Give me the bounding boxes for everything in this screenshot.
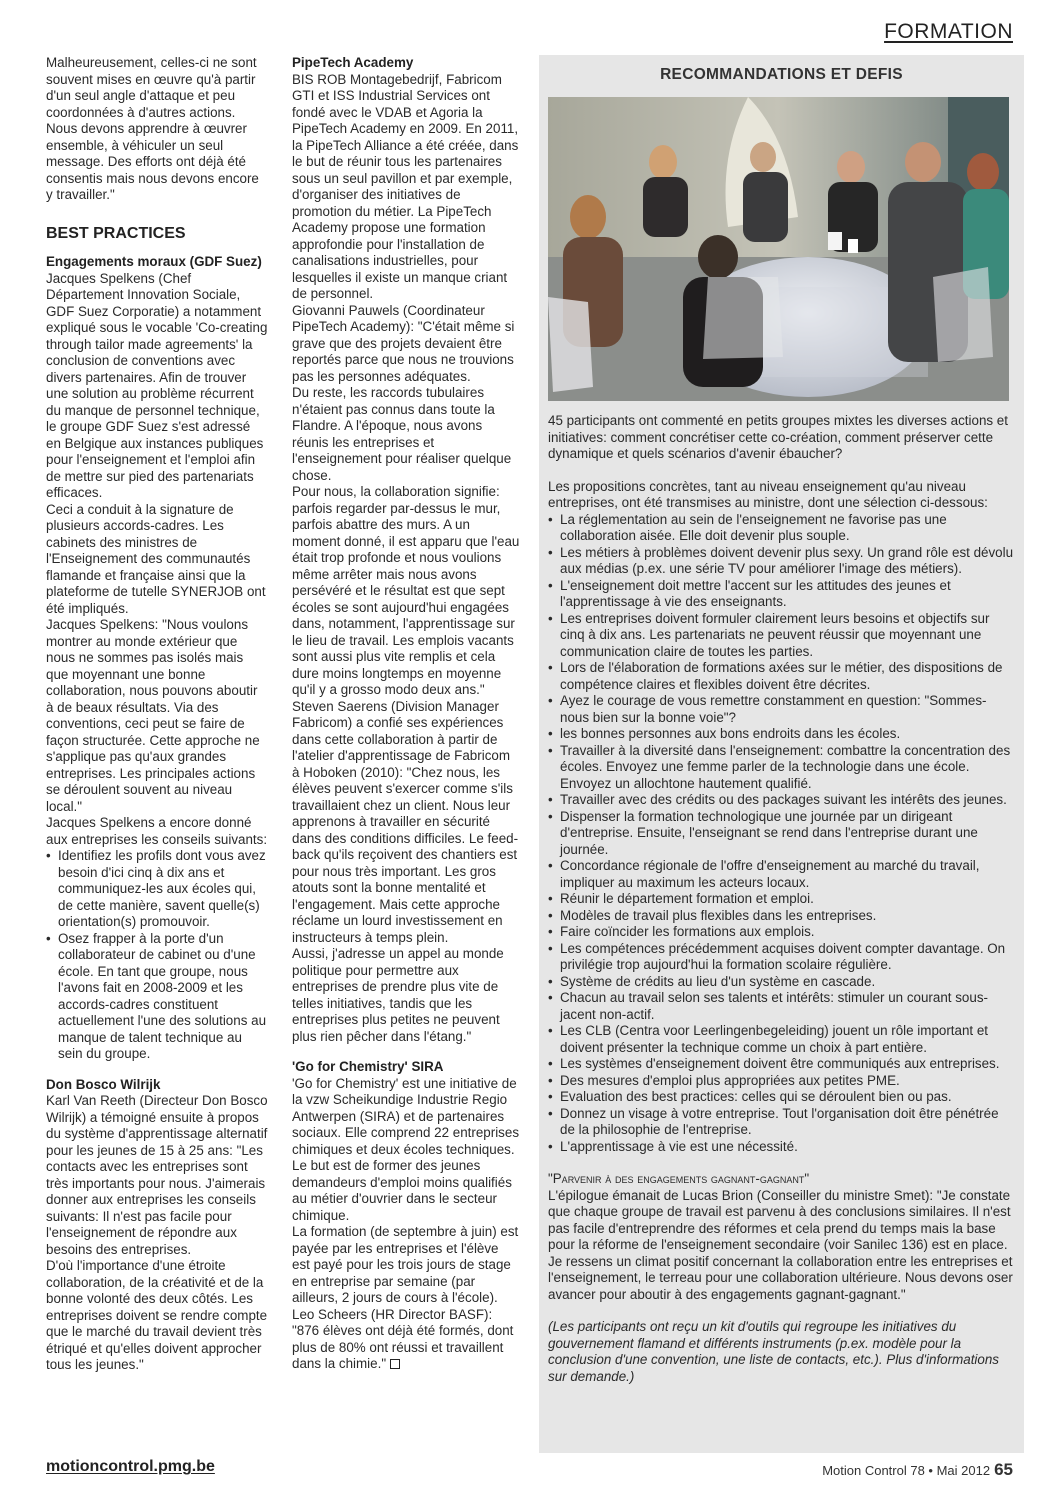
paragraph: Karl Van Reeth (Directeur Don Bosco Wilrijk) a témoigné ensuite à propos du système d'apprentissage alternatif pour les jeunes de 15 à 25 ans: "Les contacts avec les entreprises sont très importants pour nous. J'aimerais donner aux entreprises les conseils suivants: Il n'est pas facile pour l'enseignement de répondre aux besoins des entreprises. — [46, 1093, 268, 1257]
section-label: FORMATION — [884, 20, 1013, 43]
participants-note: (Les participants ont reçu un kit d'outils qui regroupe les initiatives du gouvernement flamand et différents instruments (p.ex. modèle pour la conclusion d'une convention, une liste de contacts, etc.). Plus d'informations sur demande.) — [548, 1319, 999, 1384]
quote-title: "Parvenir à des engagements gagnant-gagnant" — [548, 1171, 810, 1186]
list-item: • La réglementation au sein de l'enseignement ne favorise pas une collaboration aisée. Elle doit devenir plus souple. — [548, 512, 1014, 545]
list-item: • Concordance régionale de l'offre d'enseignement au marché du travail, impliquer au maximum les acteurs locaux. — [548, 858, 1014, 891]
list-item: • Osez frapper à la porte d'un collaborateur de cabinet ou d'une école. En tant que groupe, nous l'avons fait en 2008-2009 et les accords-cadres constituent actuellement l'une des solutions au manque de talent technique au sein du groupe. — [46, 931, 268, 1063]
sidebar-text — [548, 413, 1014, 1385]
list-item: • L'apprentissage à vie est une nécessité. — [548, 1139, 1014, 1156]
list-item: • Réunir le département formation et emploi. — [548, 891, 1014, 908]
advice-list — [46, 848, 268, 1063]
issue-label: Motion Control 78 • Mai 2012 — [822, 1463, 991, 1478]
best-practices-heading: BEST PRACTICES — [46, 224, 186, 242]
list-item: • Les compétences précédemment acquises doivent compter davantage. On privilégie trop aujourd'hui la formation scolaire régulière. — [548, 941, 1014, 974]
list-item: • Les métiers à problèmes doivent devenir plus sexy. Un grand rôle est dévolu aux médias (p.ex. une série TV pour améliorer l'image des métiers). — [548, 545, 1014, 578]
paragraph: D'où l'importance d'une étroite collaboration, de la créativité et de la bonne volonté des deux côtés. Les entreprises doivent se rendre compte que le marché du travail devient très étriqué et qu'elles doivent approcher tous les jeunes." — [46, 1258, 268, 1372]
paragraph: 'Go for Chemistry' est une initiative de la vzw Scheikundige Industrie Regio Antwerpen (SIRA) et de partenaires sociaux. Elle comprend 22 entreprises chimiques et deux écoles techniques. Le but est de former des jeunes demandeurs d'emploi moins qualifiés au métier d'ouvrier dans le secteur chimique. — [292, 1075, 520, 1223]
col1-intro: Malheureusement, celles-ci ne sont souvent mises en œuvre qu'à partir d'un seul angle d'attaque et peu coordonnées à d'autres actions. Nous devons apprendre à œuvrer ensemble, à véhiculer un seul message. Des efforts ont déjà été consentis mais nous devons encore y travailler." — [46, 55, 259, 202]
list-item: • Des mesures d'emploi plus appropriées aux petites PME. — [548, 1073, 1014, 1090]
list-item: • Les entreprises doivent formuler clairement leurs besoins et objectifs sur cinq à dix ans. Les partenariats ne peuvent réussir que moyennant une communication claire de toutes les parties. — [548, 611, 1014, 661]
end-of-article-icon — [390, 1359, 400, 1369]
list-item: • les bonnes personnes aux bons endroits dans les écoles. — [548, 726, 1014, 743]
subheading-pipetech: PipeTech Academy — [292, 55, 414, 70]
list-item: • Travailler à la diversité dans l'enseignement: combattre la concentration des écoles. Envoyez une femme parler de la technologie dans une école. Envoyez un allochtone hautement qualifié. — [548, 743, 1014, 793]
paragraph: Ceci a conduit à la signature de plusieurs accords-cadres. Les cabinets des ministres de l'Enseignement des communautés flamande et française ainsi que la plateforme de tutelle SYNERJOB ont été impliqués. — [46, 501, 266, 616]
subheading-go-for-chemistry: 'Go for Chemistry' SIRA — [292, 1059, 444, 1074]
website-link[interactable]: motioncontrol.pmg.be — [46, 1458, 215, 1475]
footer-issue — [822, 1460, 1013, 1480]
paragraph: Aussi, j'adresse un appel au monde politique pour permettre aux entreprises de prendre plus vite de telles initiatives, tandis que les entreprises plus petites ne peuvent plus rien pêcher dans l'étang." — [292, 946, 504, 1044]
paragraph: Steven Saerens (Division Manager Fabricom) a confié ses expériences dans cette collaboration à partir de l'atelier d'apprentissage de Fabricom à Hoboken (2010): "Chez nous, les élèves peuvent s'exercer comme s'ils travaillaient chez un client. Nous leur apprenons à travailler en sécurité dans des conditions difficiles. Le feed-back qu'ils reçoivent des chantiers est pour nous très important. Les gros atouts sont la bonne mentalité et l'engagement. Mais cette approche réclame un lourd investissement en instructeurs à temps plein. — [292, 698, 519, 945]
page-number: 65 — [994, 1460, 1013, 1479]
subheading-gdf-suez: Engagements moraux (GDF Suez) — [46, 254, 262, 269]
quote-paragraph: L'épilogue émanait de Lucas Brion (Conseiller du ministre Smet): "Je constate que chaque groupe de travail est parvenu à des conclusions similaires. Il n'est pas facile d'entreprendre des réformes et cela prend du temps mais la base pour la réforme de l'enseignement secondaire (voir Sanilec 136) est en place. Je ressens un climat positif concernant la collaboration entre les entreprises et l'enseignement, le terreau pour une collaboration ultérieure. Nous devons oser avancer pour aboutir à des engagements gagnant-gagnant." — [548, 1187, 1013, 1302]
paragraph-text: Leo Scheers (HR Director BASF): "876 élèves ont déjà été formés, dont plus de 80% ont réussi et travaillent dans la chimie." — [292, 1306, 514, 1371]
list-item: • Faire coïncider les formations aux emplois. — [548, 924, 1014, 941]
list-item: • Evaluation des best practices: celles qui se déroulent bien ou pas. — [548, 1089, 1014, 1106]
paragraph: Pour nous, la collaboration signifie: parfois regarder par-dessus le mur, parfois abattre des murs. A un moment donné, il est apparu que l'eau était trop profonde et nous voulions même arrêter mais nous avons persévéré et le résultat est que sept écoles se sont aujourd'hui engagées dans, notamment, l'apprentissage sur le lieu de travail. Les emplois vacants sont aussi plus vite remplis et cela dure moins longtemps en moyenne qu'il y a grosso modo deux ans." — [292, 484, 520, 697]
list-item: • Les systèmes d'enseignement doivent être communiqués aux entreprises. — [548, 1056, 1014, 1073]
sidebar-title: RECOMMANDATIONS ET DEFIS — [660, 66, 903, 83]
paragraph: Jacques Spelkens a encore donné aux entreprises les conseils suivants: — [46, 815, 268, 847]
list-item: • Donnez un visage à votre entreprise. Tout l'organisation doit être pénétrée de la philosophie de l'entreprise. — [548, 1106, 1014, 1139]
subheading-don-bosco: Don Bosco Wilrijk — [46, 1076, 161, 1092]
list-item: • Dispenser la formation technologique une journée par un dirigeant d'entreprise. Ensuite, l'enseignant se rend dans l'entreprise durant une journée. — [548, 809, 1014, 859]
article-column-1 — [46, 55, 268, 1374]
list-item: • Ayez le courage de vous remettre constamment en question: "Sommes-nous bien sur la bonne voie"? — [548, 693, 1014, 726]
list-item: • Lors de l'élaboration de formations axées sur le métier, des dispositions de compétence claires et flexibles doivent être décrites. — [548, 660, 1014, 693]
list-item: • Système de crédits au lieu d'un système en cascade. — [548, 974, 1014, 991]
paragraph: Jacques Spelkens: "Nous voulons montrer au monde extérieur que nous ne sommes pas isolés mais que moyennant une bonne collaboration, nous pouvons aboutir à de beaux résultats. Via des conventions, ceci peut se faire de façon structurée. Cette approche ne s'applique pas qu'aux grandes entreprises. Les principales actions se déroulent souvent au niveau local." — [46, 617, 260, 814]
paragraph: La formation (de septembre à juin) est payée par les entreprises et l'élève est payé pour les trois jours de stage en entreprise par semaine (par ailleurs, 2 jours de cours à l'école). — [292, 1224, 519, 1305]
list-item: • Modèles de travail plus flexibles dans les entreprises. — [548, 908, 1014, 925]
list-item: • Identifiez les profils dont vous avez besoin d'ici cinq à dix ans et communiquez-les aux écoles qui, de cette manière, savent quelle(s) orientation(s) promouvoir. — [46, 848, 268, 931]
paragraph: BIS ROB Montagebedrijf, Fabricom GTI et ISS Industrial Services ont fondé avec le VDAB et Agoria la PipeTech Academy en 2009. En 2011, la PipeTech Alliance a été créée, dans le but de réunir tous les partenaires sous un seul pavillon et par exemple, d'organiser des initiatives de promotion du métier. La PipeTech Academy propose une formation approfondie pour l'installation de canalisations industrielles, pour lesquelles il existe un manque criant de personnel. — [292, 71, 519, 301]
list-item: • Les CLB (Centra voor Leerlingenbegeleiding) jouent un rôle important et doivent présenter la technique comme un choix à part entière. — [548, 1023, 1014, 1056]
list-item: • L'enseignement doit mettre l'accent sur les attitudes des jeunes et l'apprentissage à vie des enseignants. — [548, 578, 1014, 611]
recommendations-list — [548, 512, 1014, 1156]
list-item: • Travailler avec des crédits ou des packages suivant les intérêts des jeunes. — [548, 792, 1014, 809]
paragraph: Du reste, les raccords tubulaires n'étaient pas connus dans toute la Flandre. A l'époque, nous avons réunis les entreprises et l'enseignement pour réaliser quelque chose. — [292, 385, 512, 483]
article-column-2 — [292, 55, 520, 1373]
paragraph: Jacques Spelkens (Chef Département Innovation Sociale, GDF Suez Corporatie) a notamment expliqué sous le vocable 'Co-creating through tailor made agreements' la conclusion de conventions avec divers partenaires. Afin de trouver une solution au problème récurrent du manque de personnel technique, le groupe GDF Suez s'est adressé en Belgique aux instances publiques pour l'enseignement et l'emploi afin de mettre sur pied des partenariats efficaces. — [46, 270, 268, 500]
sidebar-intro: 45 participants ont commenté en petits groupes mixtes les diverses actions et initiatives: comment concrétiser cette co-création, comment préserver cette dynamique et quels scénarios d'avenir ébaucher? — [548, 413, 1008, 461]
list-item: • Chacun au travail selon ses talents et intérêts: stimuler un courant sous-jacent non-actif. — [548, 990, 1014, 1023]
paragraph: Giovanni Pauwels (Coordinateur PipeTech Academy): "C'était même si grave que des projets devaient être reportés parce que nous ne trouvions pas les personnes adéquates. — [292, 302, 515, 384]
workshop-photo — [548, 97, 1009, 401]
paragraph — [292, 1307, 520, 1373]
sidebar-lead: Les propositions concrètes, tant au niveau enseignement qu'au niveau entreprises, ont été transmises au ministre, dont une sélection ci-dessous: — [548, 478, 988, 510]
